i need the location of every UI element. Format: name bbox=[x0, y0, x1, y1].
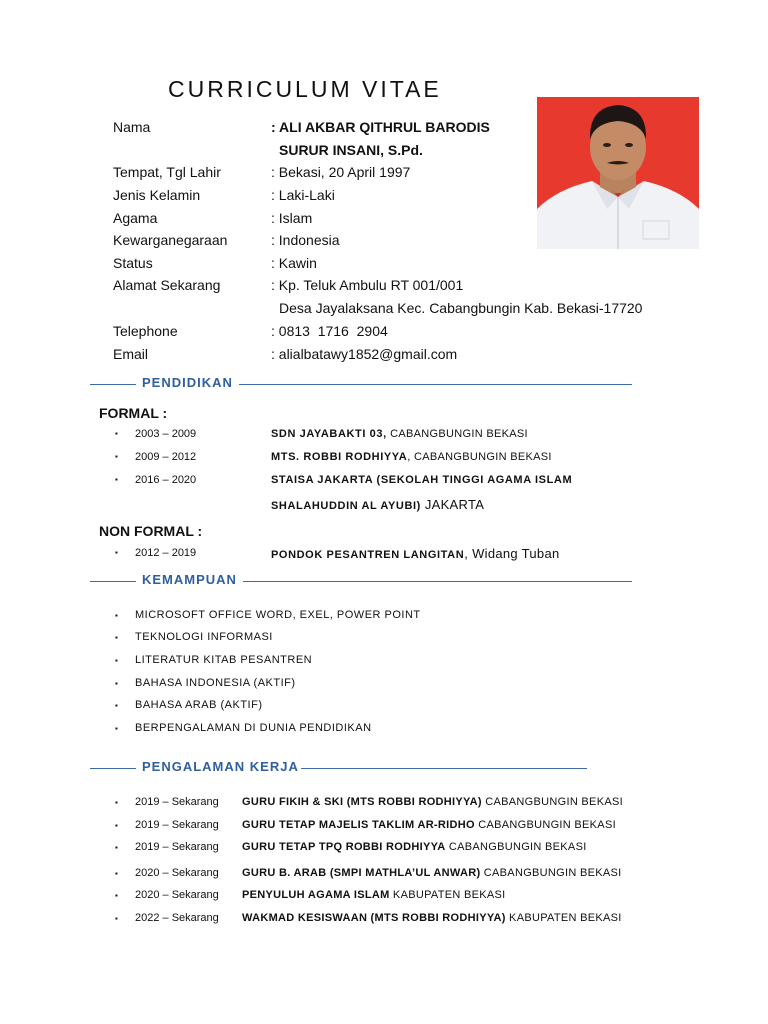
bullet-icon: ▪ bbox=[115, 914, 118, 923]
page-title: CURRICULUM VITAE bbox=[168, 76, 442, 102]
bullet-icon: ▪ bbox=[115, 611, 118, 620]
bullet-icon: ▪ bbox=[115, 891, 118, 900]
email-value: : alialbatawy1852@gmail.com bbox=[271, 346, 458, 362]
education-years: 2012 – 2019 bbox=[135, 547, 197, 559]
name-value: : ALI AKBAR QITHRUL BARODIS bbox=[271, 119, 490, 135]
bullet-icon: ▪ bbox=[115, 548, 118, 557]
citizenship-label: Kewarganegaraan bbox=[113, 232, 228, 248]
education-years: 2003 – 2009 bbox=[135, 428, 197, 440]
address-value-continued: Desa Jayalaksana Kec. Cabangbungin Kab. Bekasi-17720 bbox=[279, 300, 643, 316]
job-item: WAKMAD KESISWAAN (MTS ROBBI RODHIYYA) KABUPATEN BEKASI bbox=[242, 912, 622, 924]
skill-item: BERPENGALAMAN DI DUNIA PENDIDIKAN bbox=[135, 722, 372, 734]
education-institution: STAISA JAKARTA (SEKOLAH TINGGI AGAMA ISLAM bbox=[271, 474, 573, 486]
bullet-icon: ▪ bbox=[115, 429, 118, 438]
bullet-icon: ▪ bbox=[115, 452, 118, 461]
email-label: Email bbox=[113, 346, 149, 362]
bullet-icon: ▪ bbox=[115, 724, 118, 733]
religion-label: Agama bbox=[113, 210, 158, 226]
nonformal-label: NON FORMAL : bbox=[99, 523, 203, 539]
bullet-icon: ▪ bbox=[115, 701, 118, 710]
address-label: Alamat Sekarang bbox=[113, 277, 221, 293]
education-institution: PONDOK PESANTREN LANGITAN, Widang Tuban bbox=[271, 546, 560, 561]
bullet-icon: ▪ bbox=[115, 843, 118, 852]
education-institution: SDN JAYABAKTI 03, CABANGBUNGIN BEKASI bbox=[271, 428, 528, 440]
job-years: 2019 – Sekarang bbox=[135, 796, 219, 808]
job-years: 2020 – Sekarang bbox=[135, 867, 219, 879]
job-years: 2019 – Sekarang bbox=[135, 819, 219, 831]
citizenship-value: : Indonesia bbox=[271, 232, 340, 248]
skill-item: LITERATUR KITAB PESANTREN bbox=[135, 654, 313, 666]
name-label: Nama bbox=[113, 119, 151, 135]
skills-heading: KEMAMPUAN bbox=[136, 572, 243, 587]
education-heading: PENDIDIKAN bbox=[136, 375, 239, 390]
phone-label: Telephone bbox=[113, 323, 178, 339]
religion-value: : Islam bbox=[271, 210, 313, 226]
job-item: GURU B. ARAB (SMPI MATHLA’UL ANWAR) CABANGBUNGIN BEKASI bbox=[242, 867, 622, 879]
bullet-icon: ▪ bbox=[115, 475, 118, 484]
skill-item: TEKNOLOGI INFORMASI bbox=[135, 631, 273, 643]
name-value-continued: SURUR INSANI, S.Pd. bbox=[279, 142, 423, 158]
phone-value: : 0813 1716 2904 bbox=[271, 323, 388, 339]
education-years: 2009 – 2012 bbox=[135, 451, 197, 463]
bullet-icon: ▪ bbox=[115, 821, 118, 830]
education-institution: MTS. ROBBI RODHIYYA, CABANGBUNGIN BEKASI bbox=[271, 451, 552, 463]
status-value: : Kawin bbox=[271, 255, 317, 271]
job-item: PENYULUH AGAMA ISLAM KABUPATEN BEKASI bbox=[242, 889, 506, 901]
address-value: : Kp. Teluk Ambulu RT 001/001 bbox=[271, 277, 464, 293]
status-label: Status bbox=[113, 255, 153, 271]
formal-label: FORMAL : bbox=[99, 405, 168, 421]
bullet-icon: ▪ bbox=[115, 679, 118, 688]
gender-label: Jenis Kelamin bbox=[113, 187, 201, 203]
birth-value: : Bekasi, 20 April 1997 bbox=[271, 164, 411, 180]
job-item: GURU FIKIH & SKI (MTS ROBBI RODHIYYA) CABANGBUNGIN BEKASI bbox=[242, 796, 623, 808]
bullet-icon: ▪ bbox=[115, 656, 118, 665]
skill-item: BAHASA INDONESIA (AKTIF) bbox=[135, 677, 296, 689]
bullet-icon: ▪ bbox=[115, 798, 118, 807]
education-institution-continued: SHALAHUDDIN AL AYUBI) JAKARTA bbox=[271, 497, 485, 512]
skill-item: BAHASA ARAB (AKTIF) bbox=[135, 699, 263, 711]
bullet-icon: ▪ bbox=[115, 633, 118, 642]
education-years: 2016 – 2020 bbox=[135, 474, 197, 486]
job-item: GURU TETAP TPQ ROBBI RODHIYYA CABANGBUNGIN BEKASI bbox=[242, 841, 587, 853]
person-portrait-icon bbox=[537, 97, 699, 249]
bullet-icon: ▪ bbox=[115, 869, 118, 878]
job-years: 2022 – Sekarang bbox=[135, 912, 219, 924]
job-item: GURU TETAP MAJELIS TAKLIM AR-RIDHO CABANGBUNGIN BEKASI bbox=[242, 819, 616, 831]
gender-value: : Laki-Laki bbox=[271, 187, 335, 203]
profile-photo bbox=[537, 97, 699, 249]
experience-heading: PENGALAMAN KERJA bbox=[136, 759, 301, 774]
birth-label: Tempat, Tgl Lahir bbox=[113, 164, 221, 180]
job-years: 2020 – Sekarang bbox=[135, 889, 219, 901]
job-years: 2019 – Sekarang bbox=[135, 841, 219, 853]
skill-item: MICROSOFT OFFICE WORD, EXEL, POWER POINT bbox=[135, 609, 421, 621]
